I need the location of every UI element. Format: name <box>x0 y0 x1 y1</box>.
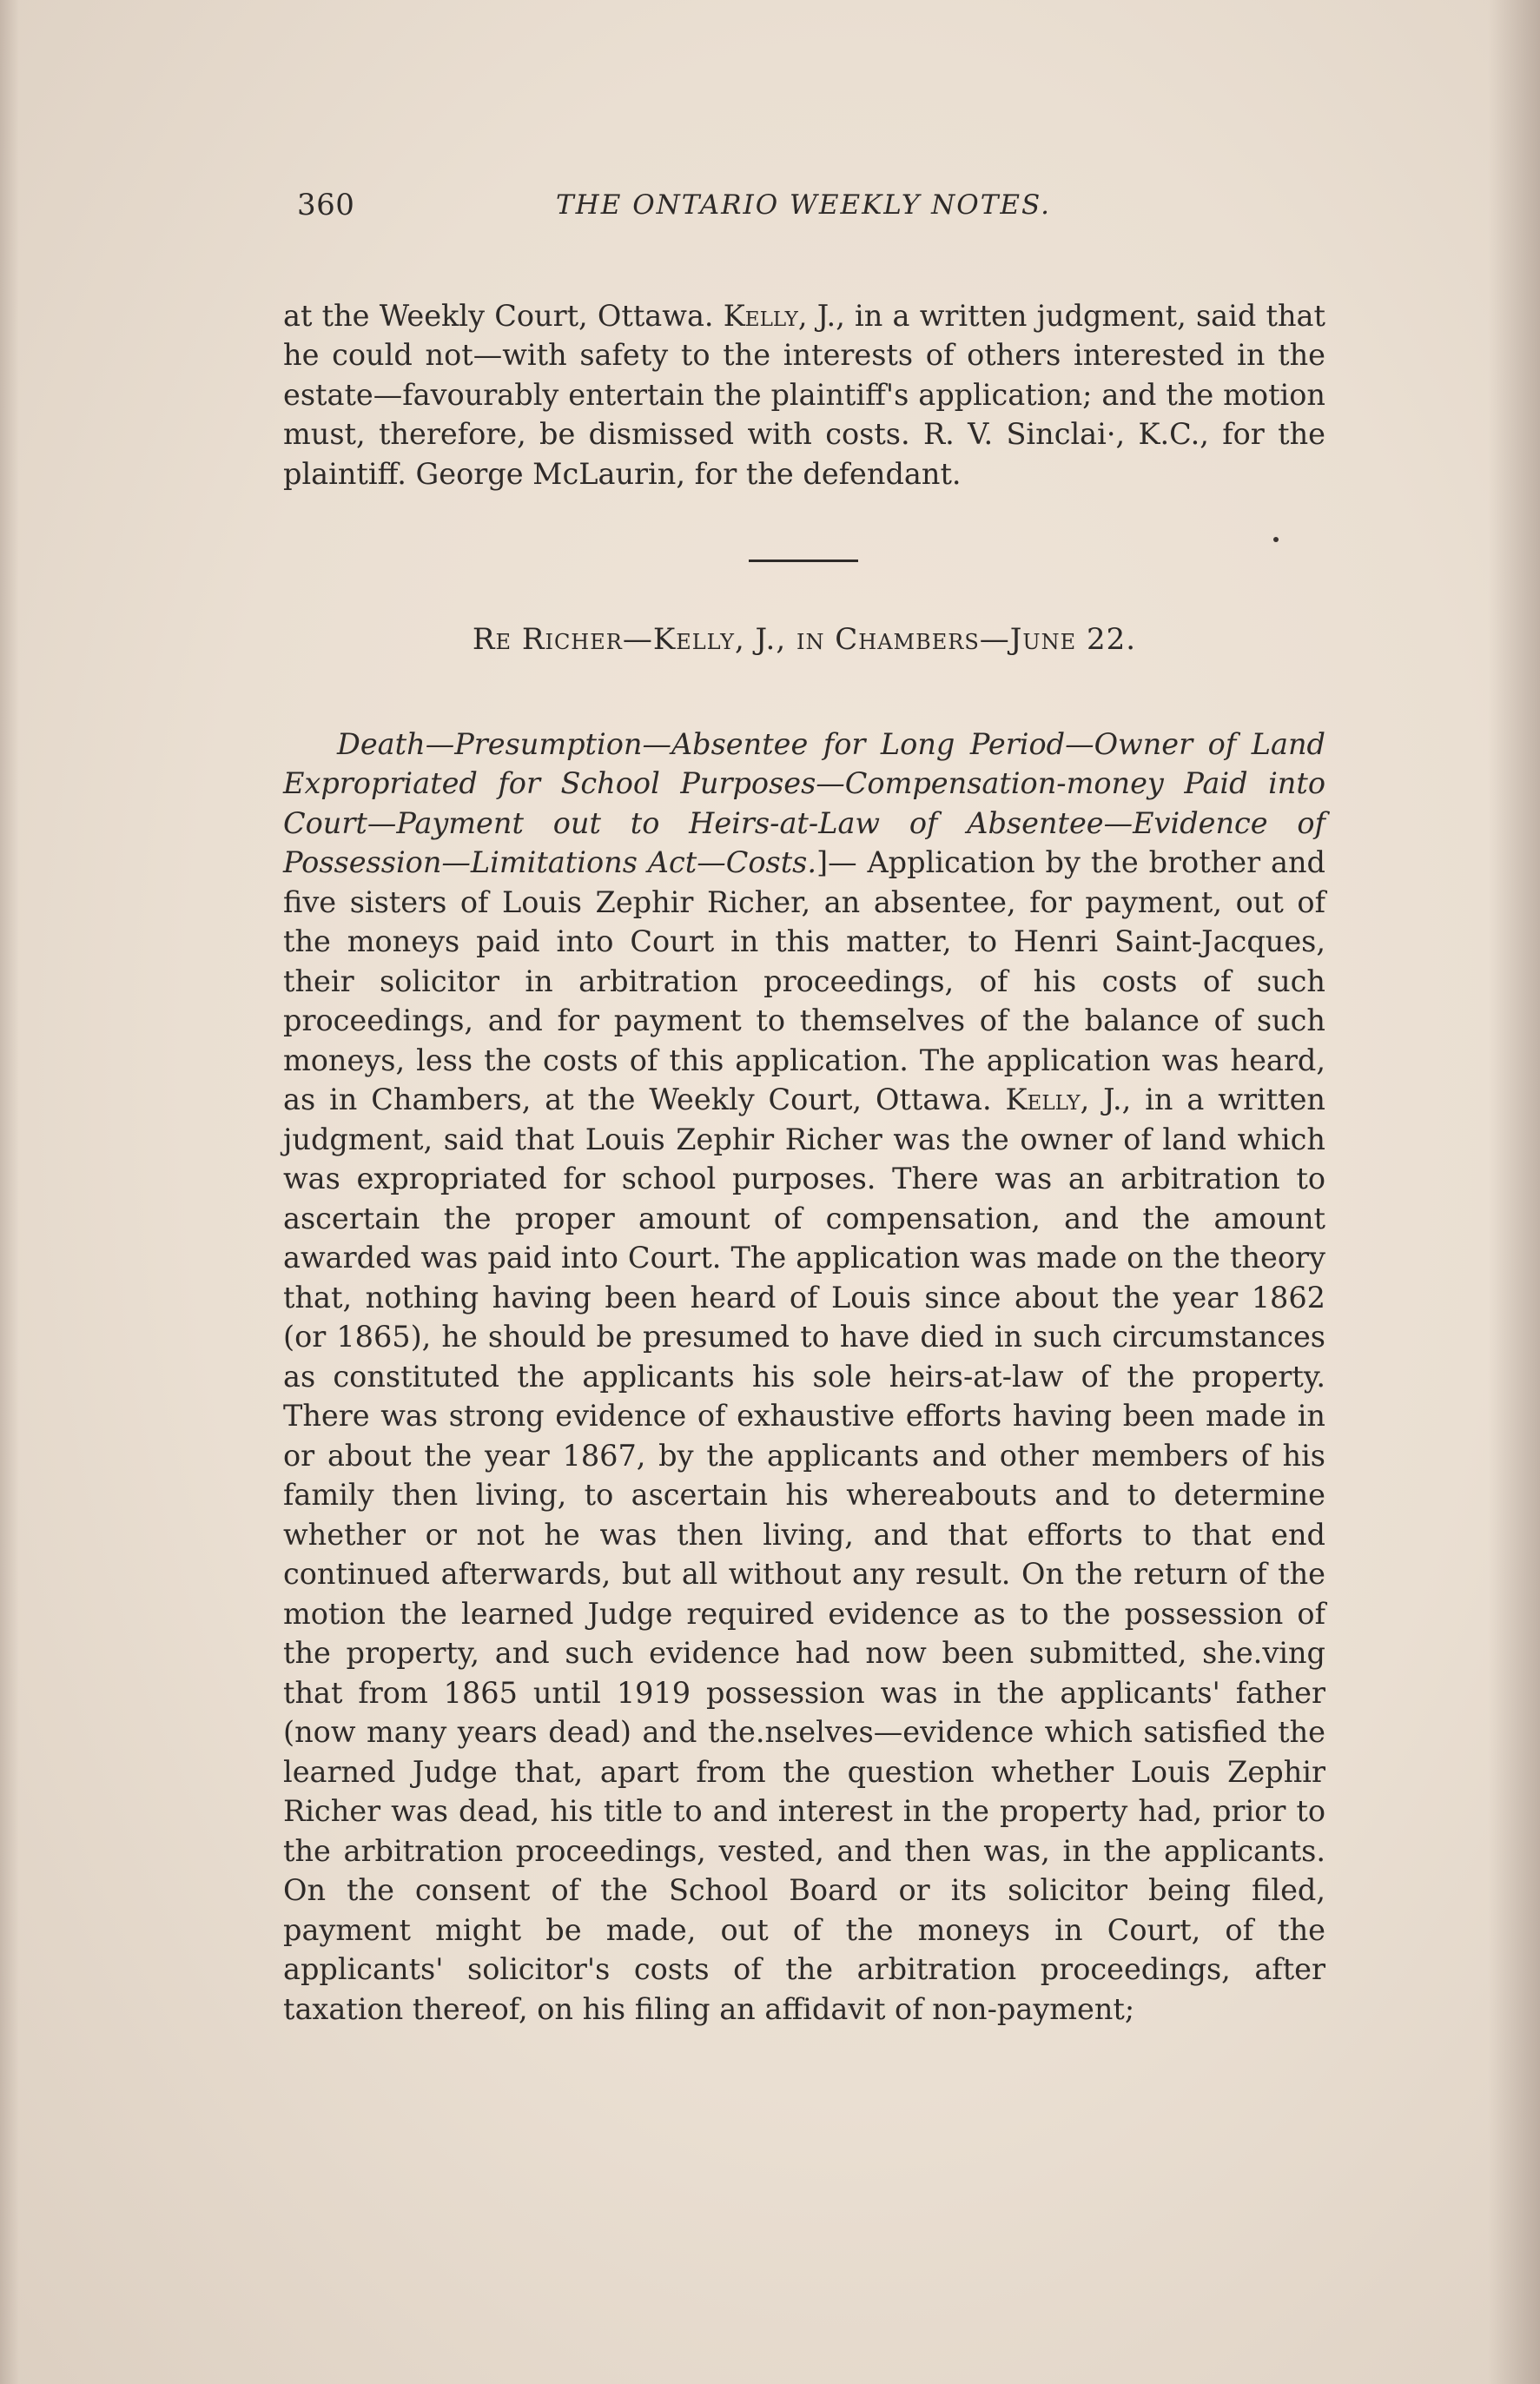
page-gutter-shadow <box>1488 0 1540 2384</box>
case-heading-re: Re <box>472 622 512 657</box>
headnote: Death—Presumption—Absentee for Long Period—Owner of Land Expropriated for School Purposes—Compensation-money Paid into Court—Payment out to Heirs-at-Law of Absentee—Evidence of Possession—Limitations Act—Costs. <box>283 726 1325 879</box>
text-run: at the Weekly Court, Ottawa. <box>283 298 724 333</box>
case-report-body <box>283 725 1325 2030</box>
case-heading-day: 22. <box>1076 622 1137 657</box>
section-divider-rule <box>749 560 858 562</box>
previous-case-conclusion <box>283 296 1325 494</box>
text-run: ]— Application by the brother and five sisters of Louis Zephir Richer, an absentee, for payment, out of the moneys paid into Court in this matter, to Henri Saint-Jacques, their solicitor in arbitration proceedings, of his costs of such proceedings, and for payment to themselves of the balance of such moneys, less the costs of this application. The application was heard, as in Chambers, at the Weekly Court, Ottawa. <box>283 845 1325 1116</box>
page-left-edge <box>0 0 19 2384</box>
case-heading <box>283 622 1325 657</box>
case-heading-text: , J., <box>734 622 796 657</box>
page-header <box>297 188 1331 231</box>
case-heading-judge: Kelly <box>652 622 735 657</box>
case-heading-separator: — <box>622 622 653 657</box>
judge-name: Kelly <box>1005 1083 1081 1116</box>
case-heading-party: Richer <box>521 622 623 657</box>
page-number: 360 <box>297 188 355 222</box>
running-head: THE ONTARIO WEEKLY NOTES. <box>556 189 1051 221</box>
text-run: , J., in a written judgment, said that he could not—with safety to the interests of others interested in the estate—favourably entertain the plaintiff's application; and the motion must, therefore, be dismissed with costs. R. V. Sinclai·, K.C., for the plaintiff. George McLaurin, for the defendant. <box>283 298 1325 491</box>
case-heading-separator: — <box>979 622 1010 657</box>
case-heading-month: June <box>1009 622 1077 657</box>
print-speck <box>1273 537 1279 542</box>
text-run: , J., in a written judgment, said that Louis Zephir Richer was the owner of land which was expropriated for school purposes. There was an arbitration to ascertain the proper amount of compensation, and the amount awarded was paid into Court. The application was made on the theory that, nothing having been heard of Louis since about the year 1862 (or 1865), he should be presumed to have died in such circumstances as constituted the applicants his sole heirs-at-law of the property. There was strong evidence of exhaustive efforts having been made in or about the year 1867, by the applicants and other members of his family then living, to ascertain his whereabouts and to determine whether or not he was then living, and that efforts to that end continued afterwards, but all without any result. On the return of the motion the learned Judge required evidence as to the possession of the property, and such evidence had now been submitted, she.ving that from 1865 until 1919 possession was in the applicants' father (now many years dead) and the.nselves—evidence which satisfied the learned Judge that, apart from the question whether Louis Zephir Richer was dead, his title to and interest in the property had, prior to the arbitration proceedings, vested, and then was, in the applicants. On the consent of the School Board or its solicitor being filed, payment might be made, out of the moneys in Court, of the applicants' solicitor's costs of the arbitration proceedings, after taxation thereof, on his filing an affidavit of non-payment; <box>283 1083 1325 2026</box>
judge-name: Kelly <box>723 298 798 333</box>
case-heading-chambers: in Chambers <box>796 622 980 657</box>
